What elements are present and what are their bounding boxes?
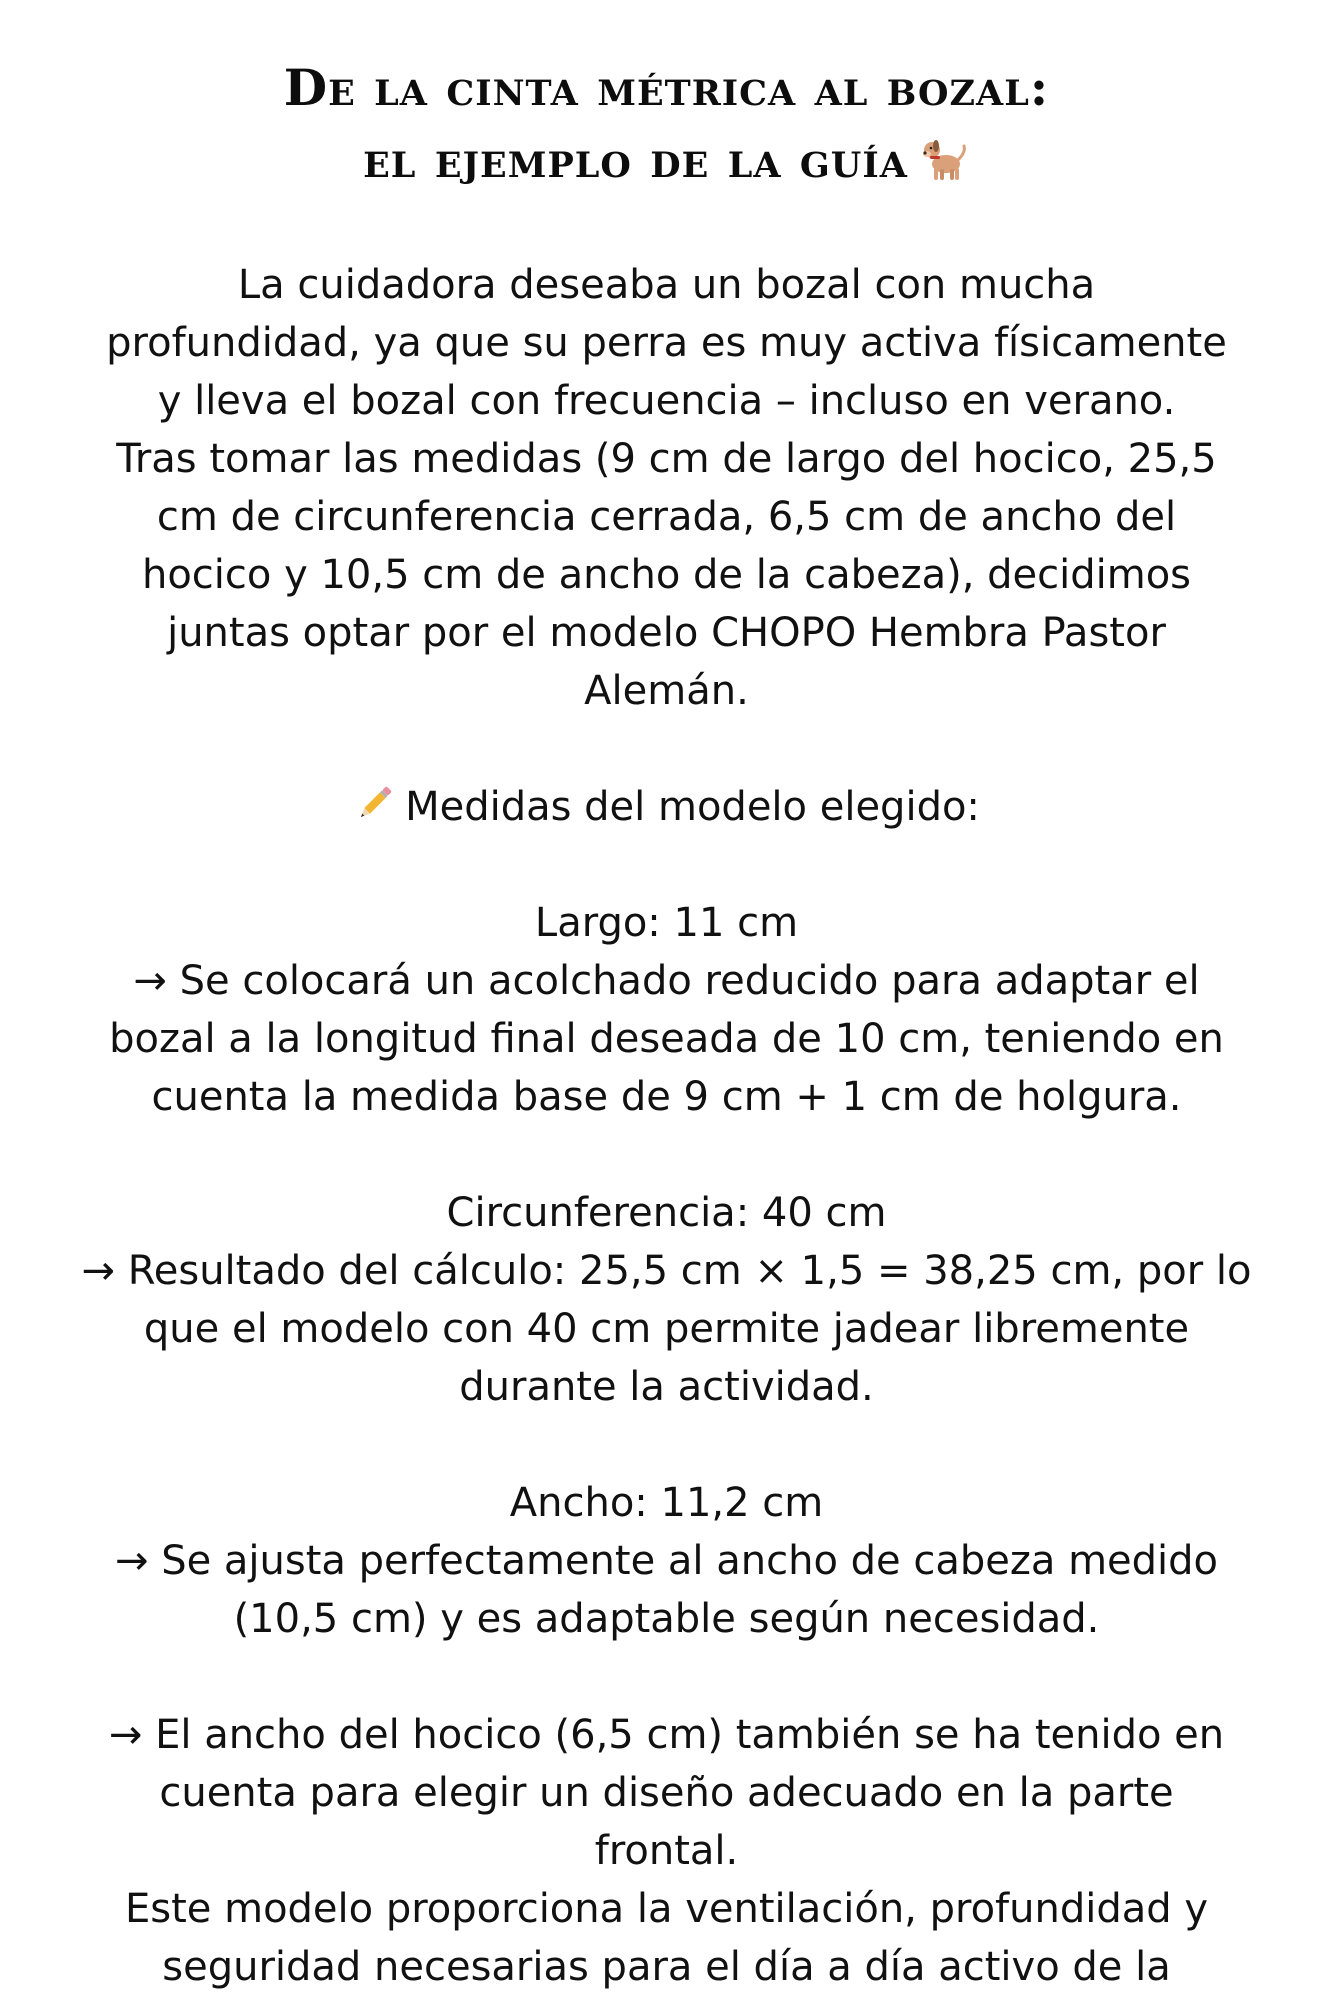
circunferencia-line-1: → Resultado del cálculo: 25,5 cm × 1,5 = 38,25 cm, por lo	[81, 1248, 1252, 1294]
pencil-icon	[353, 781, 397, 825]
conclusion-line-1: Este modelo proporciona la ventilación, profundidad y	[124, 1886, 1209, 1932]
circunferencia-line-3: durante la actividad.	[459, 1364, 874, 1410]
conclusion-line-2: seguridad necesarias para el día a día activo de la	[162, 1944, 1171, 1990]
title-text-2: el ejemplo de la guía	[363, 130, 908, 189]
title-line-1	[0, 52, 1333, 124]
intro-line-4: Tras tomar las medidas (9 cm de largo del hocico, 25,5	[116, 436, 1217, 482]
hocico-line-1: → El ancho del hocico (6,5 cm) también se ha tenido en	[108, 1712, 1225, 1758]
hocico-line-2: cuenta para elegir un diseño adecuado en la parte	[159, 1770, 1174, 1816]
intro-line-1: La cuidadora deseaba un bozal con mucha	[237, 262, 1096, 308]
circunferencia-line-2: que el modelo con 40 cm permite jadear libremente	[143, 1306, 1190, 1352]
title-line-2	[0, 124, 1333, 196]
title-text-1: De la cinta métrica al bozal:	[283, 58, 1050, 117]
intro-line-7: juntas optar por el modelo CHOPO Hembra Pastor	[167, 610, 1166, 656]
intro-line-3: y lleva el bozal con frecuencia – incluso en verano.	[157, 378, 1176, 424]
dog-icon	[918, 132, 970, 184]
ancho-label: Ancho: 11,2 cm	[509, 1480, 824, 1526]
largo-line-2: bozal a la longitud final deseada de 10 cm, teniendo en	[109, 1016, 1224, 1062]
intro-line-8: Alemán.	[584, 668, 749, 714]
intro-line-5: cm de circunferencia cerrada, 6,5 cm de ancho del	[156, 494, 1177, 540]
ancho-line-1: → Se ajusta perfectamente al ancho de cabeza medido	[114, 1538, 1219, 1584]
intro-line-6: hocico y 10,5 cm de ancho de la cabeza), decidimos	[141, 552, 1192, 598]
largo-label: Largo: 11 cm	[534, 900, 799, 946]
measures-heading	[60, 778, 1273, 836]
largo-line-3: cuenta la medida base de 9 cm + 1 cm de holgura.	[151, 1074, 1182, 1120]
intro-line-2: profundidad, ya que su perra es muy activa físicamente	[106, 320, 1227, 366]
largo-line-1: → Se colocará un acolchado reducido para adaptar el	[133, 958, 1200, 1004]
measures-heading-text: Medidas del modelo elegido:	[405, 784, 980, 830]
hocico-line-3: frontal.	[594, 1828, 739, 1874]
circunferencia-label: Circunferencia: 40 cm	[446, 1190, 887, 1236]
ancho-line-2: (10,5 cm) y es adaptable según necesidad.	[233, 1596, 1100, 1642]
